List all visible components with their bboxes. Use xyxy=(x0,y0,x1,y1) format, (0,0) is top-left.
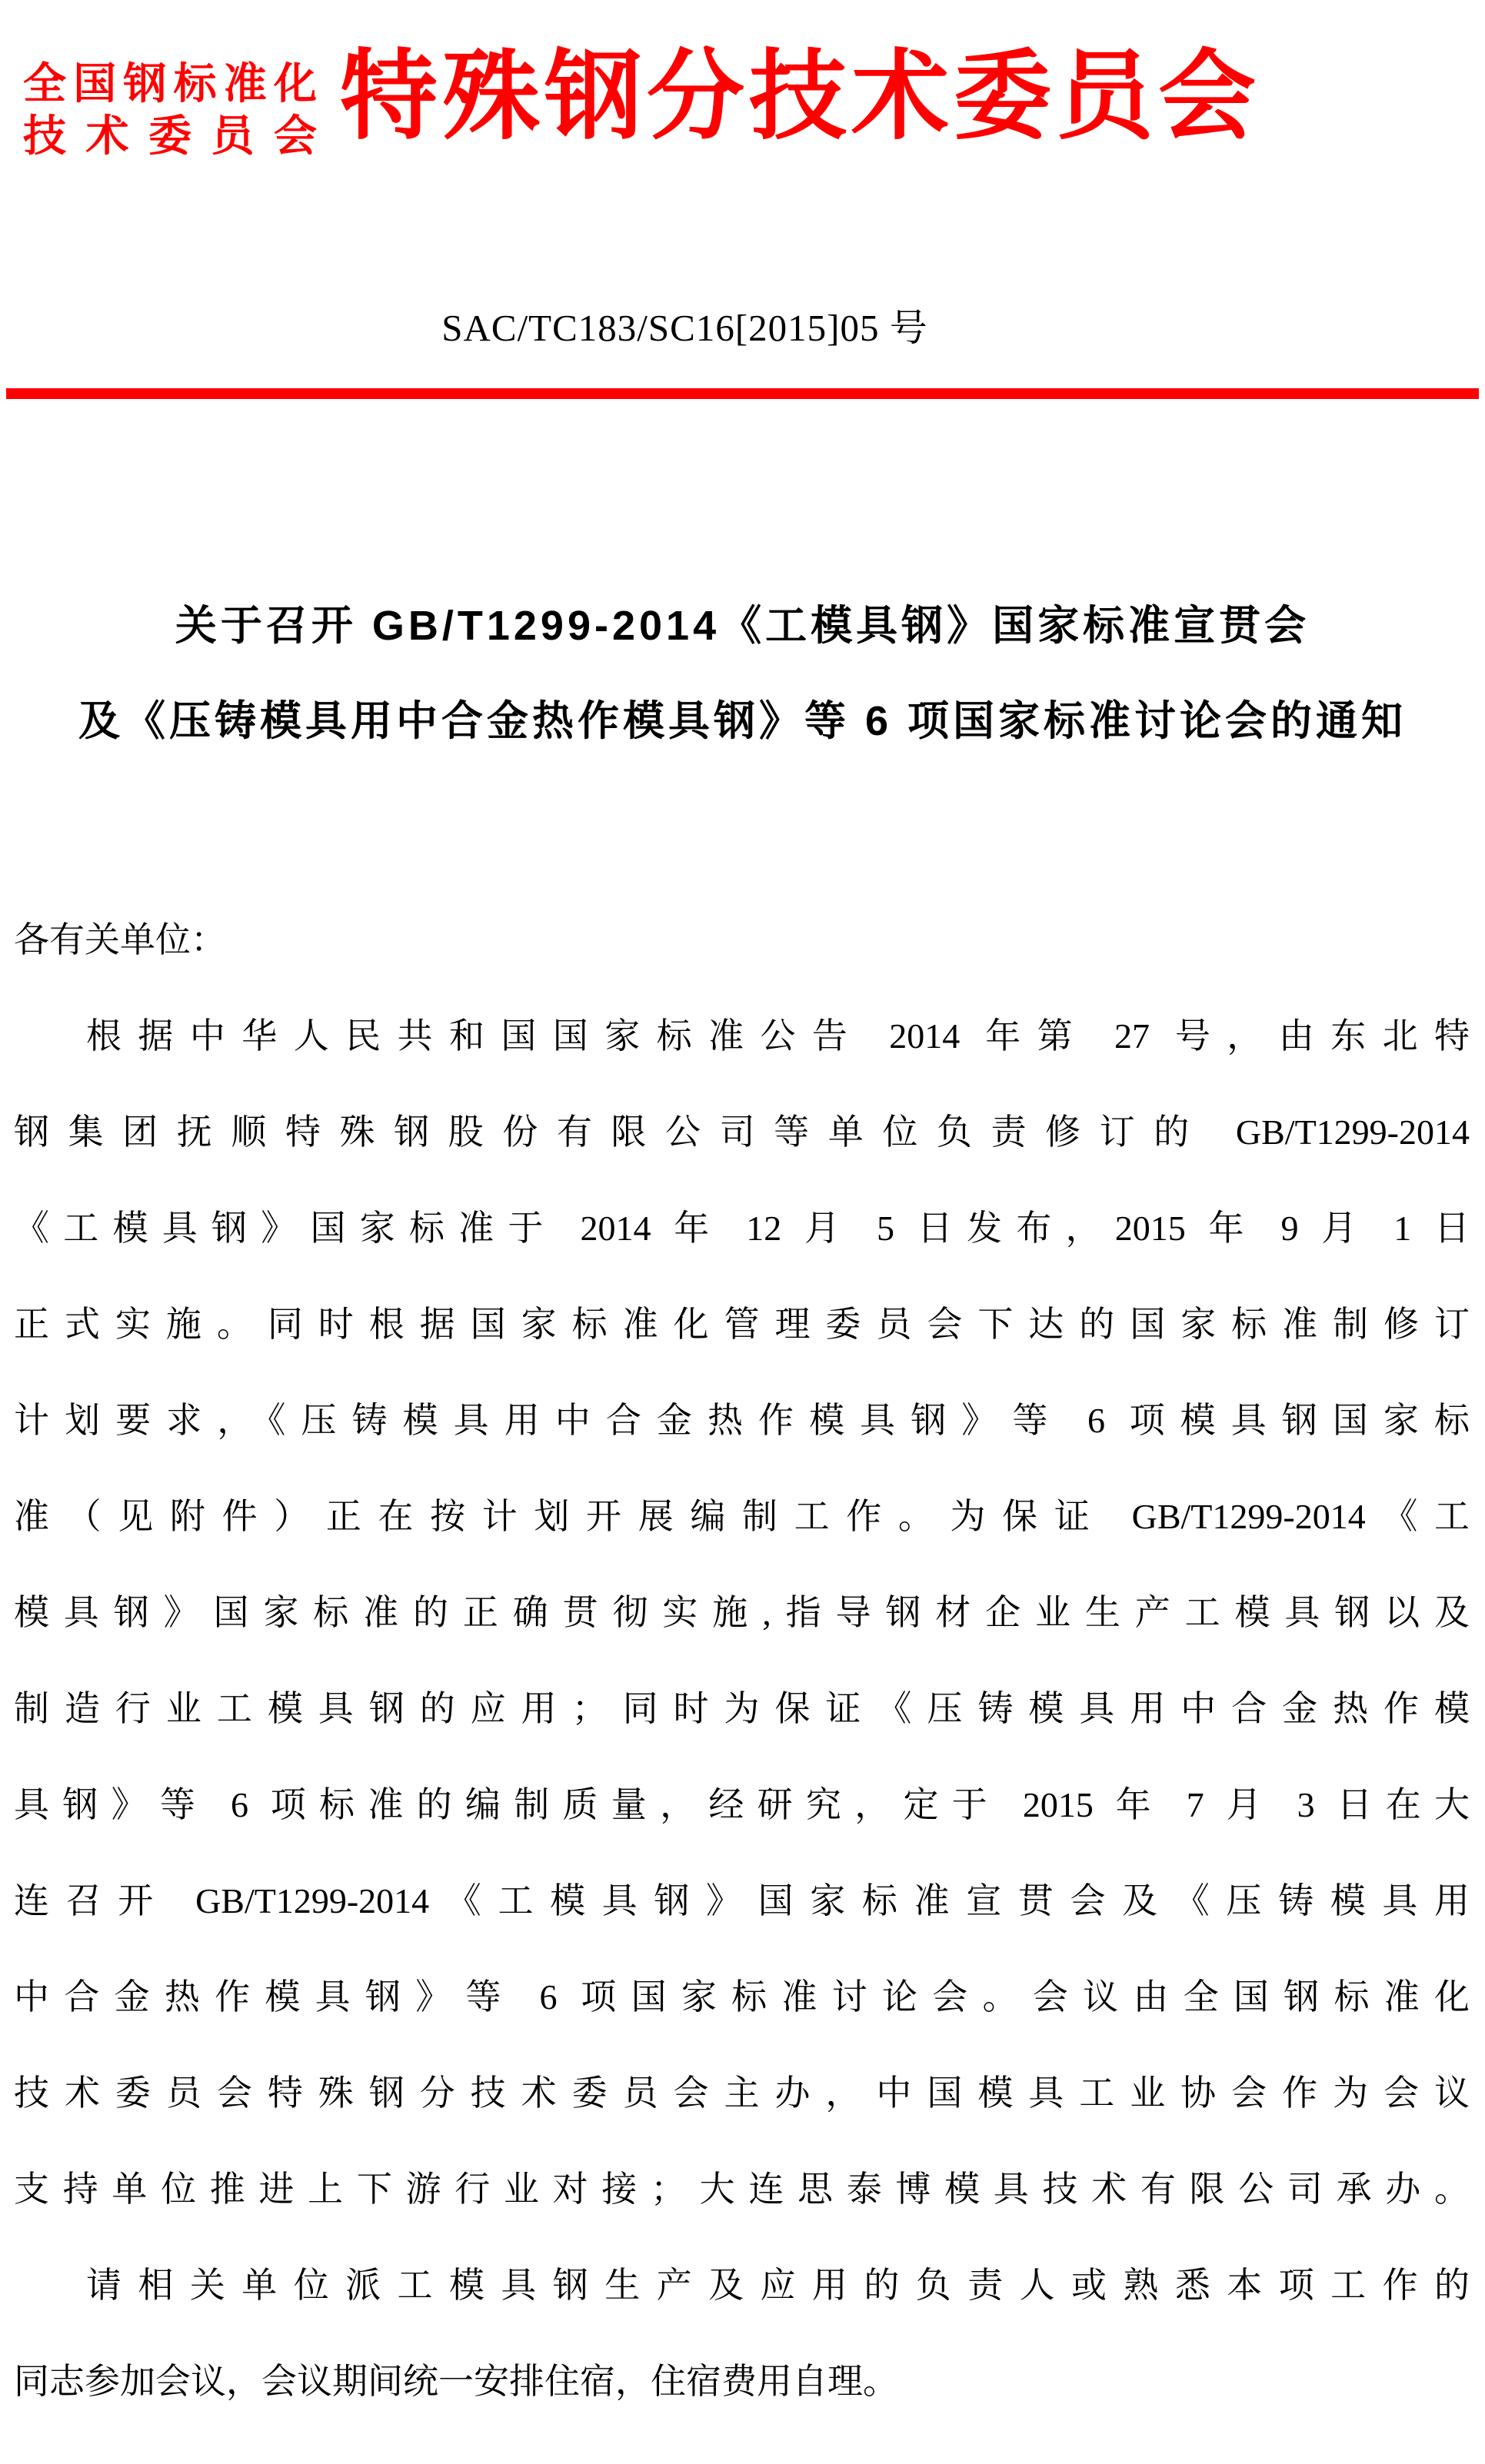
salutation: 各有关单位： xyxy=(14,920,226,959)
document-number: SAC/TC183/SC16[2015]05 号 xyxy=(441,307,928,349)
body-line: 连召开 GB/T1299-2014《工模具钢》国家标准宣贯会及《压铸模具用 xyxy=(14,1881,1470,1920)
body-line: 钢集团抚顺特殊钢股份有限公司等单位负责修订的 GB/T1299-2014 xyxy=(14,1112,1470,1152)
body-line: 同志参加会议，会议期间统一安排住宿，住宿费用自理。 xyxy=(14,2362,898,2401)
letterhead xyxy=(23,40,1260,163)
org-name-large: 特殊钢分技术委员会 xyxy=(340,44,1261,151)
document-title-line2: 及《压铸模具用中合金热作模具钢》等 6 项国家标准讨论会的通知 xyxy=(78,698,1407,744)
letterhead-divider-rule xyxy=(6,388,1479,399)
org-name-small-line1: 全国钢标准化 xyxy=(23,61,317,108)
document-title xyxy=(0,578,1485,769)
body-line: 中合金热作模具钢》等 6 项国家标准讨论会。会议由全国钢标准化 xyxy=(14,1977,1470,2017)
body-line: 正式实施。同时根据国家标准化管理委员会下达的国家标准制修订 xyxy=(14,1305,1470,1344)
org-name-small-line2: 技术委员会 xyxy=(23,113,317,161)
body-line: 请相关单位派工模具钢生产及应用的负责人或熟悉本项工作的 xyxy=(86,2266,1470,2305)
body-line: 技术委员会特殊钢分技术委员会主办，中国模具工业协会作为会议 xyxy=(14,2073,1470,2113)
body-line: 根据中华人民共和国国家标准公告 2014 年第 27 号，由东北特 xyxy=(86,1016,1470,1056)
body-line: 《工模具钢》国家标准于 2014 年 12 月 5 日发布，2015 年 9 月 1 日 xyxy=(14,1209,1470,1248)
document-body xyxy=(14,892,1470,2429)
body-line: 准（见附件）正在按计划开展编制工作。为保证 GB/T1299-2014《工 xyxy=(14,1497,1470,1536)
body-line: 支持单位推进上下游行业对接；大连思泰博模具技术有限公司承办。 xyxy=(14,2170,1470,2209)
body-line: 计划要求，《压铸模具用中合金热作模具钢》等 6 项模具钢国家标 xyxy=(14,1401,1470,1440)
document-title-line1: 关于召开 GB/T1299-2014《工模具钢》国家标准宣贯会 xyxy=(175,603,1310,649)
body-line: 制造行业工模具钢的应用；同时为保证《压铸模具用中合金热作模 xyxy=(14,1689,1470,1728)
body-line: 具钢》等 6 项标准的编制质量，经研究，定于 2015 年 7 月 3 日在大 xyxy=(14,1785,1470,1824)
body-line: 模具钢》国家标准的正确贯彻实施,指导钢材企业生产工模具钢以及 xyxy=(14,1593,1470,1632)
org-name-small xyxy=(23,58,317,163)
